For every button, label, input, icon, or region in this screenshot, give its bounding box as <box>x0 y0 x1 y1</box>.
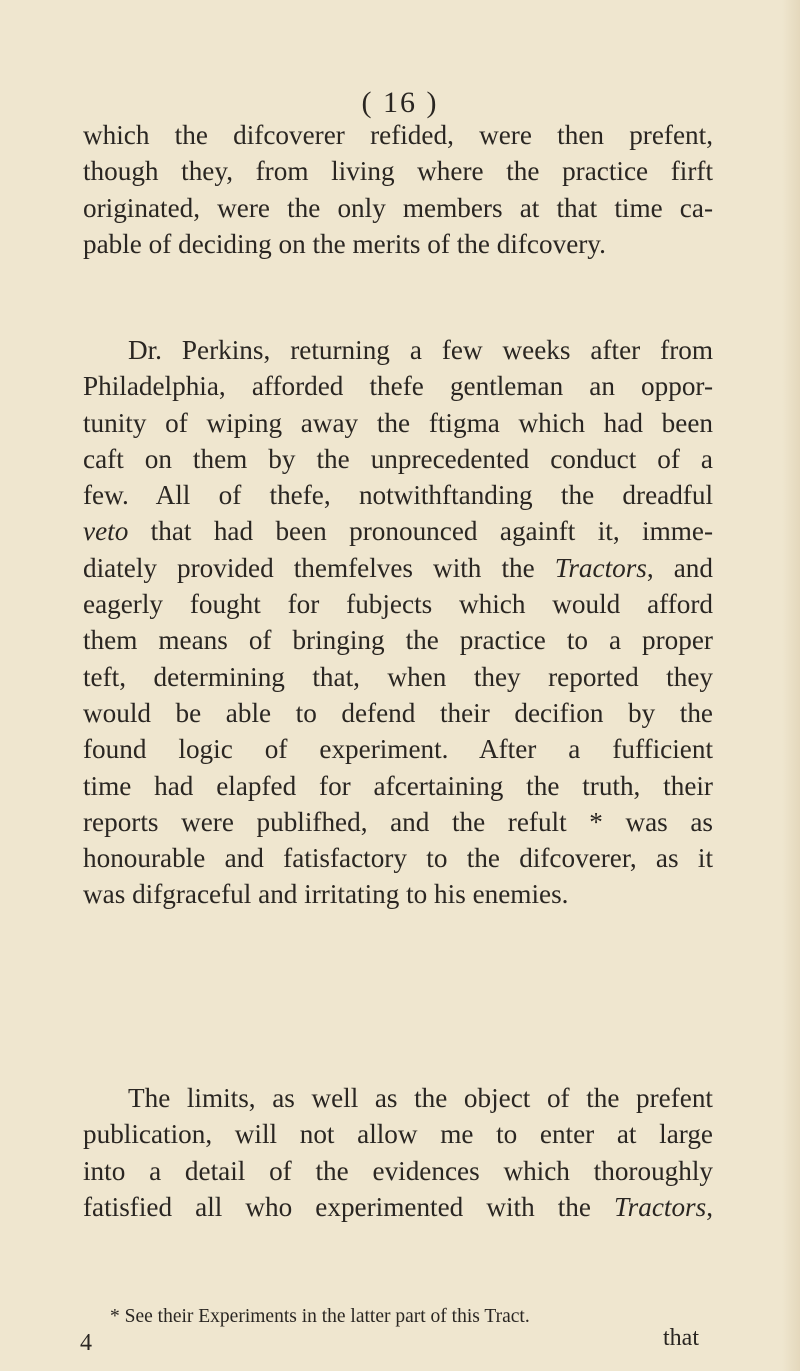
footnote: * See their Experiments in the latter part of this Tract. <box>110 1306 530 1327</box>
text-line: which the difcoverer refided, were then prefent, <box>83 120 713 150</box>
text-line: would be able to defend their decifion by the <box>83 697 713 728</box>
text-line: them means of bringing the practice to a proper <box>83 625 713 656</box>
text-line: Dr. Perkins, returning a few weeks after from <box>128 335 713 365</box>
page-number-header: ( 16 ) <box>361 86 439 119</box>
text-line: teft, determining that, when they reported they <box>83 661 713 692</box>
text-line: though they, from living where the practice firft <box>83 156 713 187</box>
text-line: caft on them by the unprecedented conduct of a <box>83 443 713 474</box>
paragraph-2 <box>83 332 713 913</box>
text-line: The limits, as well as the object of the prefent <box>128 1083 713 1113</box>
text-line: originated, were the only members at that time ca- <box>83 192 713 223</box>
signature-mark: 4 <box>80 1330 92 1356</box>
text-line: pable of deciding on the merits of the difcovery. <box>83 228 606 259</box>
text-line: Philadelphia, afforded thefe gentleman an oppor- <box>83 371 713 402</box>
italic-word: Tractors <box>614 1191 707 1222</box>
text-line <box>83 513 713 549</box>
text-line: found logic of experiment. After a fufficient <box>83 734 713 765</box>
text-fragment: , <box>706 1191 713 1222</box>
text-fragment: , and <box>646 552 713 583</box>
paragraph-3 <box>83 1080 713 1225</box>
text-line: tunity of wiping away the ftigma which had been <box>83 407 713 438</box>
text-line: publication, will not allow me to enter at large <box>83 1119 713 1150</box>
italic-word: veto <box>83 516 129 547</box>
text-fragment: diately provided themfelves with the <box>83 552 555 583</box>
page-edge <box>782 0 800 1371</box>
text-line: time had elapfed for afcertaining the truth, their <box>83 770 713 801</box>
text-fragment: fatisfied all who experimented with the <box>83 1191 615 1222</box>
text-line: eagerly fought for fubjects which would afford <box>83 589 713 620</box>
text-line: reports were publifhed, and the refult * was as <box>83 806 713 837</box>
catchword: that <box>663 1325 699 1351</box>
text-line <box>83 550 713 586</box>
text-line: few. All of thefe, notwithftanding the dreadful <box>83 480 713 511</box>
paragraph-1 <box>83 117 713 262</box>
italic-word: Tractors <box>554 552 647 583</box>
text-line <box>83 1189 713 1225</box>
text-line: was difgraceful and irritating to his enemies. <box>83 879 569 910</box>
text-line: into a detail of the evidences which thoroughly <box>83 1155 713 1186</box>
text-line: honourable and fatisfactory to the difcoverer, as it <box>83 843 713 874</box>
text-fragment: that had been pronounced againft it, imme- <box>128 516 713 547</box>
